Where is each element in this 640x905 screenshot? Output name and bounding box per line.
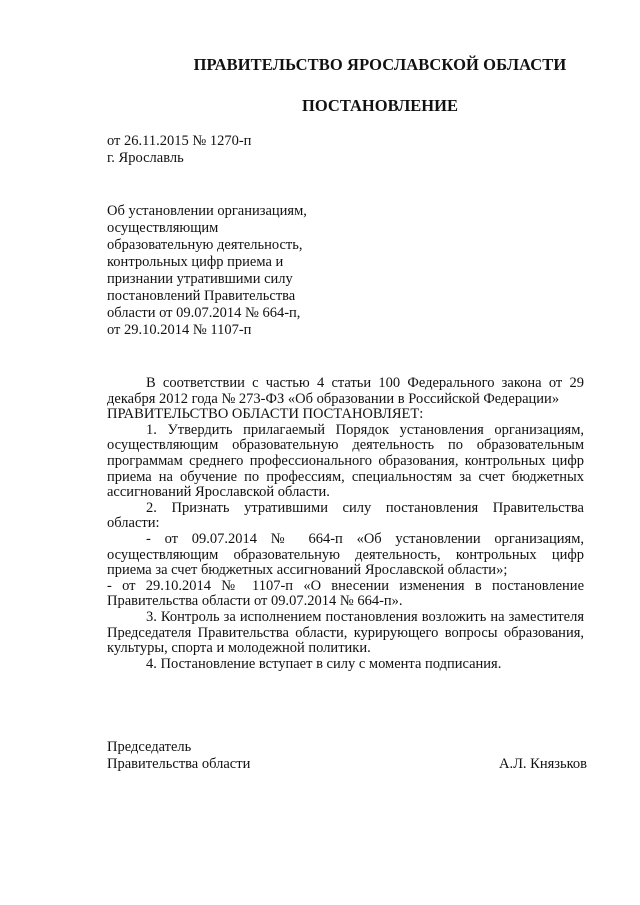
government-title: ПРАВИТЕЛЬСТВО ЯРОСЛАВСКОЙ ОБЛАСТИ: [193, 55, 567, 74]
signer-position-line1: Председатель: [107, 739, 192, 755]
subject-line: образовательную деятельность,: [107, 237, 303, 253]
signer-position-line2: Правительства области: [107, 756, 251, 772]
subject-line: от 29.10.2014 № 1107-п: [107, 322, 252, 338]
subject-line: постановлений Правительства: [107, 288, 296, 304]
preamble-paragraph: В соответствии с частью 4 статьи 100 Федерального закона от 29 декабря 2012 года № 273-ФЗ «Об образовании в Российской Федерации»: [107, 375, 584, 407]
subject-line: осуществляющим: [107, 220, 219, 236]
item-2a-paragraph: - от 09.07.2014 № 664-п «Об установлении организациям, осуществляющим образовательную деятельность, контрольных цифр приема за счет бюджетных ассигнований Ярославской области»;: [107, 530, 584, 579]
subject-line: признании утратившими силу: [107, 271, 293, 287]
document-body: [107, 376, 584, 672]
city: г. Ярославль: [107, 150, 184, 166]
item-4-paragraph: 4. Постановление вступает в силу с момента подписания.: [146, 655, 502, 672]
document-meta: [107, 133, 251, 167]
item-2-paragraph: 2. Признать утратившими силу постановления Правительства области:: [107, 499, 584, 532]
document-subject: [107, 203, 357, 339]
item-2b-paragraph: - от 29.10.2014 № 1107-п «О внесении изменения в постановление Правительства области от 09.07.2014 № 664-п».: [107, 577, 584, 610]
document-type: ПОСТАНОВЛЕНИЕ: [302, 96, 458, 115]
subject-line: области от 09.07.2014 № 664-п,: [107, 305, 301, 321]
date-number: от 26.11.2015 № 1270-п: [107, 133, 252, 149]
item-3-paragraph: 3. Контроль за исполнением постановления возложить на заместителя Председателя Правительства области, курирующего вопросы образования, культуры, спорта и молодежной политики.: [107, 608, 584, 657]
signature-row: [107, 756, 587, 773]
resolves-heading: ПРАВИТЕЛЬСТВО ОБЛАСТИ ПОСТАНОВЛЯЕТ:: [107, 406, 424, 423]
signer-name: А.Л. Князьков: [498, 756, 587, 772]
subject-line: контрольных цифр приема и: [107, 254, 284, 270]
item-1-paragraph: 1. Утвердить прилагаемый Порядок установления организациям, осуществляющим образовательную деятельность по образовательным программам среднего профессионального образования, контрольных цифр приема на обучение по профессиям, специальностям за счет бюджетных ассигнований Ярославской области.: [107, 421, 584, 501]
subject-line: Об установлении организациям,: [107, 203, 307, 219]
signature-block: [107, 739, 587, 773]
